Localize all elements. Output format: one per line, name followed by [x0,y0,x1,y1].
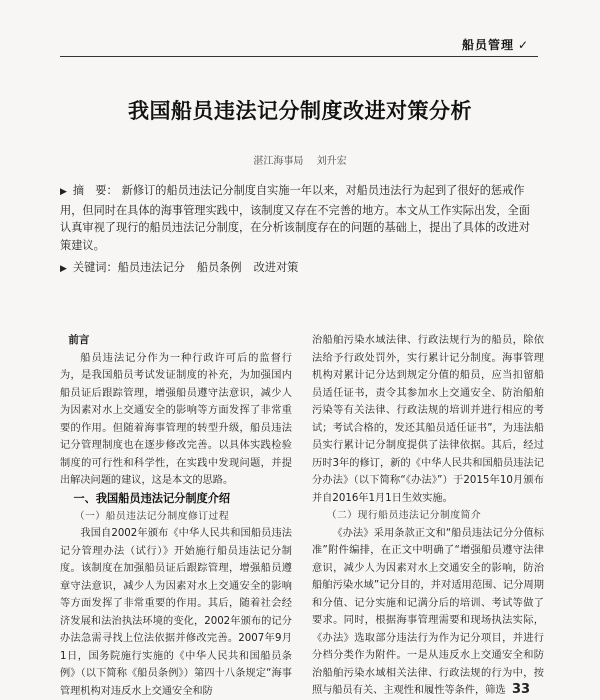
author-name: 刘升宏 [316,156,347,167]
intro-paragraph: 船员违法记分作为一种行政许可后的监督行为，是我国船员考试发证制度的补充，为加强国内船员证后跟踪管理，增强船员遵守法意识，减少人为因素对水上交通安全的影响等方面发挥了非常重要的作用。但随着海事管理的转型升级，船员违法记分管理制度也在逐步修改完善。以具体实践检验制度的可行性和科学性，在实践中发现问题，并提出解决问题的建议，这是本文的思路。 [60,352,292,486]
subsection-heading: （一）船员违法记分制度修订过程 [74,510,230,522]
section-heading: 一、我国船员违法记分制度介绍 [73,491,231,505]
checkmark-icon: ✓ [518,38,530,52]
body-column-right [312,332,544,700]
bullet-icon: ▶ [60,264,67,274]
body-paragraph: 治船舶污染水域法律、行政法规行为的船员，除依法给予行政处罚外，实行累计记分制度。海事管理机构对累计记分达到规定分值的船员，应当扣留船员适任证书，责令其参加水上交通安全、防治船舶污染等有关法律、行政法规的培训并进行相应的考试；考试合格的，发还其船员适任证书”，为违法船员实行累计记分制度提供了法律依据。其后，经过历时3年的修订，新的《中华人民共和国船员违法记分办法》（以下简称“《办法》”）于2015年10月颁布并自2016年1月1日生效实施。 [312,335,544,504]
section-tag [462,36,529,53]
abstract-label: 摘 要： [72,184,118,197]
affiliation: 湛江海事局 [253,156,304,167]
keyword-item: 改进对策 [253,261,299,274]
article-title: 我国船员违法记分制度改进对策分析 [128,99,472,123]
body-paragraph: 《办法》采用条款正文和“船员违法记分分值标准”附件编排，在正文中明确了“增强船员遵守法律意识，减少人为因素对水上交通安全的影响，防治船舶污染水域”记分目的，并对适用范围、记分周期和分值、记分实施和记满分后的培训、考试等做了要求。同时，根据海事管理需要和现场执法实际，《办法》选取部分违法行为作为记分项目，并进行分档分类作为附件。一是从违反水上交通安全和防治船舶污染水域相关法律、行政法规的行为中，按照与船员有关、主观性和履性等条件，筛选 [312,527,544,696]
keyword-item: 船员违法记分 [117,261,185,274]
author-line [0,152,600,167]
section-tag-label: 船员管理 [462,38,515,52]
subsection-heading: （二）现行船员违法记分制度简介 [326,510,482,521]
abstract-text: 新修订的船员违法记分制度自实施一年以来，对船员违法行为起到了很好的惩戒作用，但同时在具体的海事管理实践中，该制度又存在不完善的地方。本文从工作实际出发，全面认真审视了现行的船员违法记分制度，在分析该制度存在的问题的基础上，提出了具体的改进对策建议。 [60,184,530,252]
header-rule [60,56,538,57]
keywords-label: 关键词： [72,261,118,274]
abstract [60,182,540,254]
keyword-item: 船员条例 [196,261,242,274]
bullet-icon: ▶ [60,187,67,197]
body-paragraph: 我国自2002年颁布《中华人民共和国船员违法记分管理办法（试行）》开始施行船员违法记分制度。该制度在加强船员证后跟踪管理，增强船员遵章守法意识，减少人为因素对水上交通安全的影响等方面发挥了非常重要的作用。其后，随着社会经济发展和法治执法环境的变化，2002年颁布的记分办法急需寻找上位法依据并修改完善。2007年9月1日，国务院施行实施的《中华人民共和国船员条例》（以下简称《船员条例》）第四十八条规定“海事管理机构对违反水上交通安全和防 [60,528,292,697]
intro-heading: 前言 [68,334,90,346]
body-column-left [60,332,292,700]
keywords [60,259,540,279]
page-number: 33 [512,682,531,697]
